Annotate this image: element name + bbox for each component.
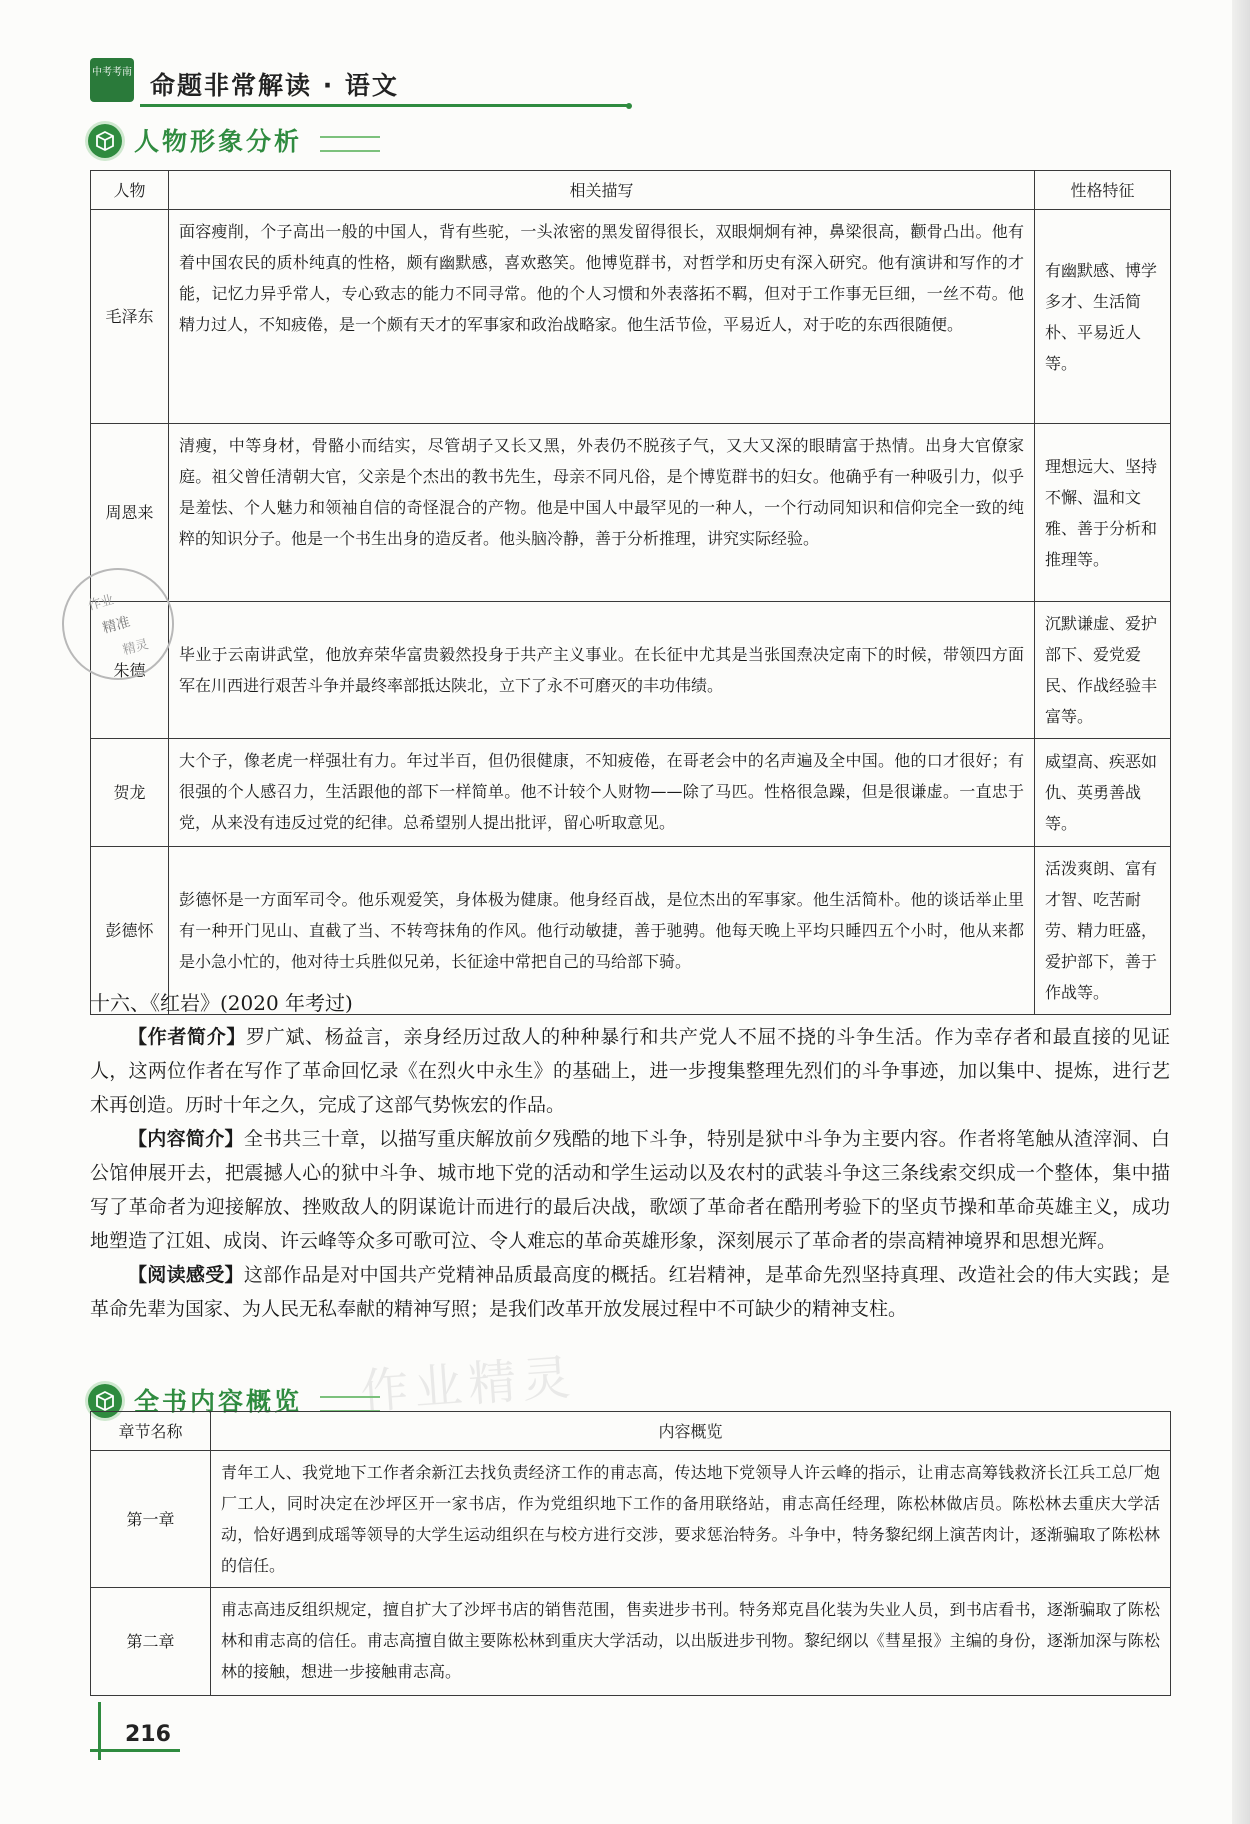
page-number: 216 — [125, 1722, 171, 1747]
section-16-text — [90, 986, 1170, 1326]
character-description: 清瘦，中等身材，骨骼小而结实，尽管胡子又长又黑，外表仍不脱孩子气，又大又深的眼睛富于热情。出身大官僚家庭。祖父曾任清朝大官，父亲是个杰出的教书先生，母亲不同凡俗，是个博览群书的妇女。他确乎有一种吸引力，似乎是羞怯、个人魅力和领袖自信的奇怪混合的产物。他是中国人中最罕见的一种人，一个行动同知识和信仰完全一致的纯粹的知识分子。他是一个书生出身的造反者。他头脑冷静，善于分析推理，讲究实际经验。 — [169, 424, 1035, 602]
page-number-underline — [90, 1749, 180, 1752]
chapter-name: 第二章 — [91, 1588, 211, 1696]
stamp-text-top: 作业 — [86, 592, 116, 614]
table-row — [91, 602, 1171, 739]
column-header: 章节名称 — [91, 1412, 211, 1451]
paragraph-reflection — [90, 1258, 1170, 1326]
chapter-overview: 青年工人、我党地下工作者余新江去找负责经济工作的甫志高，传达地下党领导人许云峰的指示，让甫志高筹钱救济长江兵工总厂炮厂工人，同时决定在沙坪区开一家书店，作为党组织地下工作的备用联络站，甫志高任经理，陈松林做店员。陈松林去重庆大学活动，恰好遇到成瑶等领导的大学生运动组织在与校方进行交涉，要求惩治特务。斗争中，特务黎纪纲上演苦肉计，逐渐骗取了陈松林的信任。 — [211, 1451, 1171, 1588]
header-underline — [140, 104, 630, 107]
paragraph-text: 这部作品是对中国共产党精神品质最高度的概括。红岩精神，是革命先烈坚持真理、改造社会的伟大实践；是革命先辈为国家、为人民无私奉献的精神写照；是我们改革开放发展过程中不可缺少的精神支柱。 — [90, 1264, 1170, 1320]
table-header-row — [91, 171, 1171, 210]
section-title-text: 人物形象分析 — [134, 127, 303, 156]
paragraph-text: 罗广斌、杨益言，亲身经历过敌人的种种暴行和共产党人不屈不挠的斗争生活。作为幸存者和最直接的见证人，这两位作者在写作了革命回忆录《在烈火中永生》的基础上，进一步搜集整理先烈们的斗争事迹，加以集中、提炼，进行艺术再创造。历时十年之久，完成了这部气势恢宏的作品。 — [90, 1026, 1170, 1116]
cube-icon — [88, 124, 122, 158]
character-name: 彭德怀 — [91, 847, 169, 1015]
header-title: 命题非常解读 · 语文 — [150, 71, 399, 100]
character-description: 毕业于云南讲武堂，他放弃荣华富贵毅然投身于共产主义事业。在长征中尤其是当张国焘决定南下的时候，带领四方面军在川西进行艰苦斗争并最终率部抵达陕北，立下了永不可磨灭的丰功伟绩。 — [169, 602, 1035, 739]
paragraph-text: 全书共三十章，以描写重庆解放前夕残酷的地下斗争，特别是狱中斗争为主要内容。作者将笔触从渣滓洞、白公馆伸展开去，把震撼人心的狱中斗争、城市地下党的活动和学生运动以及农村的武装斗争这三条线索交织成一个整体，集中描写了革命者为迎接解放、挫败敌人的阴谋诡计而进行的最后决战，歌颂了革命者在酷刑考验下的坚贞节操和革命英雄主义，成功地塑造了江姐、成岗、许云峰等众多可歌可泣、令人难忘的革命英雄形象，深刻展示了革命者的崇高精神境界和思想光辉。 — [90, 1128, 1170, 1252]
section-title-text: 全书内容概览 — [134, 1387, 303, 1416]
stamp-text-bottom: 精灵 — [121, 637, 151, 659]
table-row — [91, 210, 1171, 424]
character-name: 贺龙 — [91, 739, 169, 847]
table-row — [91, 739, 1171, 847]
character-traits: 有幽默感、博学多才、生活简朴、平易近人等。 — [1035, 210, 1171, 424]
paragraph-label: 【作者简介】 — [128, 1026, 247, 1048]
character-traits: 理想远大、坚持不懈、温和文雅、善于分析和推理等。 — [1035, 424, 1171, 602]
page-header — [90, 58, 630, 108]
section-title-character-analysis — [88, 122, 388, 162]
column-header: 人物 — [91, 171, 169, 210]
paragraph-author — [90, 1020, 1170, 1122]
watermark-text: 作业精灵 — [358, 1349, 579, 1421]
table-row — [91, 424, 1171, 602]
page-edge — [1232, 0, 1250, 1824]
column-header: 相关描写 — [169, 171, 1035, 210]
chapter-table — [90, 1411, 1171, 1696]
character-name: 朱德 — [91, 602, 169, 739]
character-name: 毛泽东 — [91, 210, 169, 424]
paragraph-label: 【阅读感受】 — [128, 1264, 244, 1286]
paragraph-label: 【内容简介】 — [128, 1128, 244, 1150]
title-decoration — [320, 1396, 380, 1412]
character-traits: 活泼爽朗、富有才智、吃苦耐劳、精力旺盛，爱护部下，善于作战等。 — [1035, 847, 1171, 1015]
character-description: 面容瘦削，个子高出一般的中国人，背有些驼，一头浓密的黑发留得很长，双眼炯炯有神，鼻梁很高，颧骨凸出。他有着中国农民的质朴纯真的性格，颇有幽默感，喜欢憨笑。他博览群书，对哲学和历史有深入研究。他有演讲和写作的才能，记忆力异乎常人，专心致志的能力不同寻常。他的个人习惯和外表落拓不羁，但对于工作事无巨细，一丝不苟。他精力过人，不知疲倦，是一个颇有天才的军事家和政治战略家。他生活节俭，平易近人，对于吃的东西很随便。 — [169, 210, 1035, 424]
character-traits: 沉默谦虚、爱护部下、爱党爱民、作战经验丰富等。 — [1035, 602, 1171, 739]
character-description: 大个子，像老虎一样强壮有力。年过半百，但仍很健康，不知疲倦，在哥老会中的名声遍及全中国。他的口才很好；有很强的个人感召力，生活跟他的部下一样简单。他不计较个人财物——除了马匹。性格很急躁，但是很谦虚。一直忠于党，从来没有违反过党的纪律。总希望别人提出批评，留心听取意见。 — [169, 739, 1035, 847]
book-logo: 中考考南 — [90, 58, 134, 102]
table-row — [91, 1451, 1171, 1588]
chapter-overview: 甫志高违反组织规定，擅自扩大了沙坪书店的销售范围，售卖进步书刊。特务郑克昌化装为失业人员，到书店看书，逐渐骗取了陈松林和甫志高的信任。甫志高擅自做主要陈松林到重庆大学活动，以出版进步刊物。黎纪纲以《彗星报》主编的身份，逐渐加深与陈松林的接触，想进一步接触甫志高。 — [211, 1588, 1171, 1696]
title-decoration — [320, 136, 380, 152]
stamp-text-middle: 精准 — [100, 614, 132, 637]
paragraph-summary — [90, 1122, 1170, 1258]
section-heading: 十六、《红岩》(2020 年考过) — [90, 991, 353, 1015]
table-row — [91, 1588, 1171, 1696]
table-header-row — [91, 1412, 1171, 1451]
character-name: 周恩来 — [91, 424, 169, 602]
chapter-name: 第一章 — [91, 1451, 211, 1588]
character-description: 彭德怀是一方面军司令。他乐观爱笑，身体极为健康。他身经百战，是位杰出的军事家。他生活简朴。他的谈话举止里有一种开门见山、直截了当、不转弯抹角的作风。他行动敏捷，善于驰骋。他每天晚上平均只睡四五个小时，他从来都是小急小忙的，他对待士兵胜似兄弟，长征途中常把自己的马给部下骑。 — [169, 847, 1035, 1015]
column-header: 性格特征 — [1035, 171, 1171, 210]
column-header: 内容概览 — [211, 1412, 1171, 1451]
header-dot — [626, 103, 632, 109]
character-table — [90, 170, 1171, 1015]
character-traits: 威望高、疾恶如仇、英勇善战等。 — [1035, 739, 1171, 847]
